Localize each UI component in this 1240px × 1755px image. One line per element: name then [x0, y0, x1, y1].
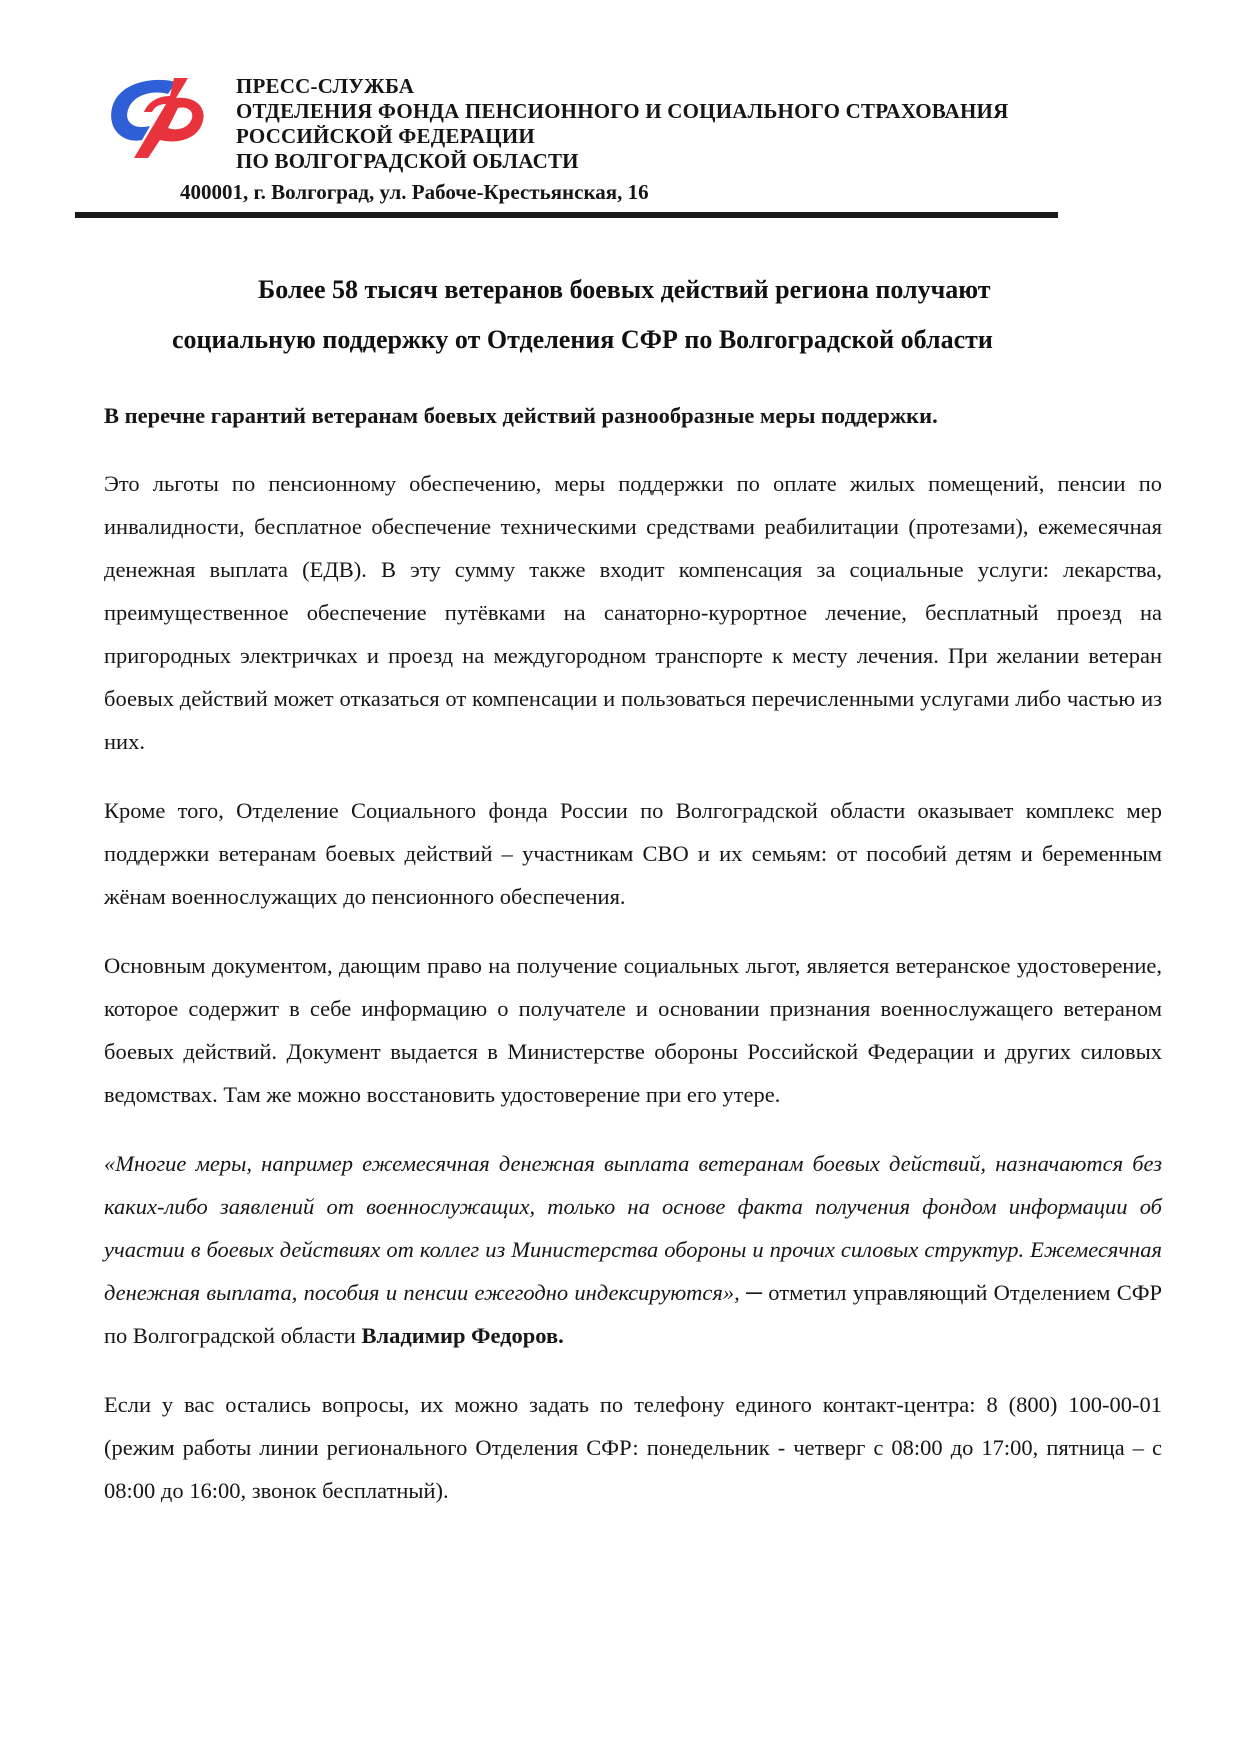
- paragraph-certificate: Основным документом, дающим право на получение социальных льгот, является ветеранское удостоверение, которое содержит в себе информацию о получателе и основании признания военнослужащего ветераном боевых действий. Документ выдается в Министерстве обороны Российской Федерации и других силовых ведомствах. Там же можно восстановить удостоверение при его утере.: [104, 953, 1162, 1107]
- org-line: ПО ВОЛГОГРАДСКОЙ ОБЛАСТИ: [236, 149, 579, 173]
- title-line-2: социальную поддержку от Отделения СФР по Волгоградской области: [172, 325, 993, 354]
- title-line-1: Более 58 тысяч ветеранов боевых действий региона получают: [258, 275, 991, 304]
- paragraph-benefits: Это льготы по пенсионному обеспечению, меры поддержки по оплате жилых помещений, пенсии по инвалидности, бесплатное обеспечение техническими средствами реабилитации (протезами), ежемесячная денежная выплата (ЕДВ). В эту сумму также входит компенсация за социальные услуги: лекарства, преимущественное обеспечение путёвками на санаторно-курортное лечение, бесплатный проезд на пригородных электричках и проезд на междугородном транспорте к месту лечения. При желании ветеран боевых действий может отказаться от компенсации и пользоваться перечисленными услугами либо частью из них.: [104, 471, 1162, 754]
- quote-author: Владимир Федоров.: [361, 1323, 564, 1348]
- header-divider: [75, 212, 1058, 218]
- address: 400001, г. Волгоград, ул. Рабоче-Крестьянская, 16: [180, 180, 649, 204]
- quote-attribution: ─ отметил управляющий Отделением СФР по Волгоградской области: [104, 1280, 1162, 1348]
- quote-text: «Многие меры, например ежемесячная денежная выплата ветеранам боевых действий, назначаются без каких-либо заявлений от военнослужащих, только на основе факта получения фондом информации об участии в боевых действиях от коллег из Министерства обороны и прочих силовых структур. Ежемесячная денежная выплата, пособия и пенсии ежегодно индексируются»,: [104, 1151, 1162, 1305]
- press-service-header: [236, 74, 1008, 174]
- paragraph-support-measures: Кроме того, Отделение Социального фонда России по Волгоградской области оказывает комплекс мер поддержки ветеранам боевых действий – участникам СВО и их семьям: от пособий детям и беременным жёнам военнослужащих до пенсионного обеспечения.: [104, 798, 1162, 909]
- paragraph-quote: [104, 1142, 1162, 1357]
- sfr-logo: [104, 74, 212, 160]
- paragraph-contacts: Если у вас остались вопросы, их можно задать по телефону единого контакт-центра: 8 (800) 100-00-01 (режим работы линии регионального Отделения СФР: понедельник - четверг с 08:00 до 17:00, пятница – с 08:00 до 16:00, звонок бесплатный).: [104, 1392, 1162, 1503]
- article-body: [104, 394, 1162, 1538]
- org-line: РОССИЙСКОЙ ФЕДЕРАЦИИ: [236, 124, 535, 148]
- lead-paragraph: В перечне гарантий ветеранам боевых действий разнообразные меры поддержки.: [104, 403, 938, 428]
- org-line: ОТДЕЛЕНИЯ ФОНДА ПЕНСИОННОГО И СОЦИАЛЬНОГО СТРАХОВАНИЯ: [236, 99, 1009, 123]
- org-line: ПРЕСС-СЛУЖБА: [236, 74, 415, 98]
- article-title: [104, 265, 1164, 365]
